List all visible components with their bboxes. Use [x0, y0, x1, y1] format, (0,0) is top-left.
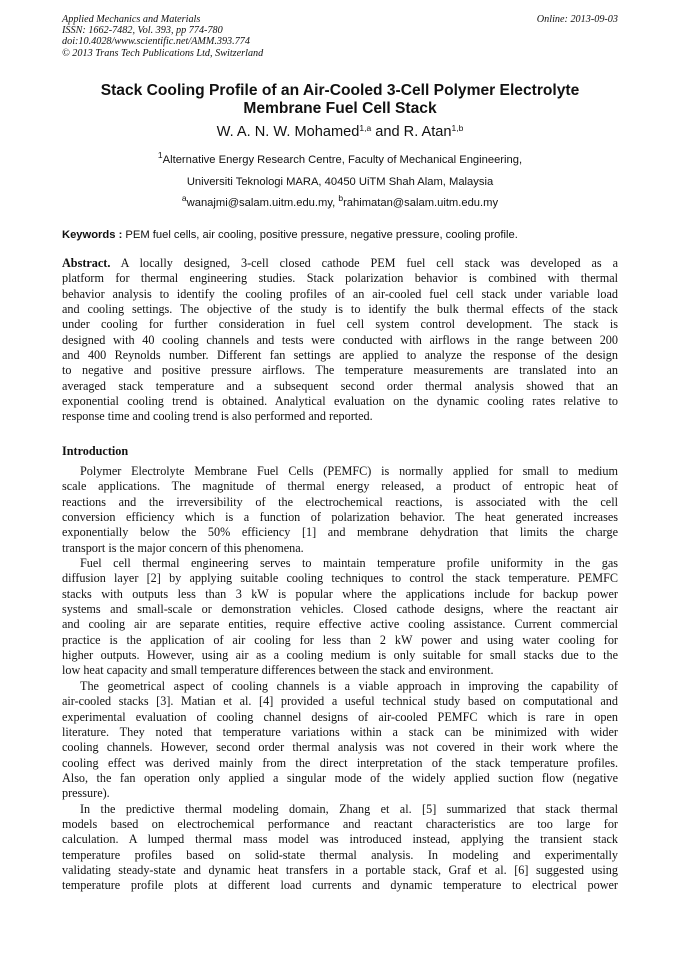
abstract-line: and 400 Reynolds number. Different fan settings are applied to analyze the response of the design — [62, 348, 618, 363]
journal-doi[interactable]: doi:10.4028/www.scientific.net/AMM.393.774 — [62, 36, 250, 48]
email-a[interactable]: wanajmi@salam.uitm.edu.my, — [186, 197, 339, 209]
abstract-line: response time and cooling trend is also performed and reported. — [62, 409, 373, 424]
intro-line: higher outputs. However, using air as a cooling medium is only suitable for small stacks due to the — [62, 648, 618, 663]
email-line — [62, 193, 618, 215]
email-b[interactable]: rahimatan@salam.uitm.edu.my — [343, 197, 499, 209]
keywords — [62, 228, 618, 242]
journal-issn: ISSN: 1662-7482, Vol. 393, pp 774-780 — [62, 25, 223, 37]
intro-line: experimental evaluation of cooling channel designs of air-cooled PEMFC which is rare in open — [62, 709, 618, 724]
intro-line: Polymer Electrolyte Membrane Fuel Cells (PEMFC) is normally applied for small to medium — [80, 464, 618, 478]
intro-line: Also, the fan operation only applied a singular mode of the widely applied suction flow (negative — [62, 770, 618, 785]
intro-line: exponentially below the 50% efficiency [1] and membrane dehydration that limits the charge — [62, 525, 618, 540]
journal-copyright: © 2013 Trans Tech Publications Ltd, Switzerland — [62, 47, 264, 59]
intro-line: and cooling air are separate entities, require effective active cooling assistance. Current commercial — [62, 617, 618, 632]
introduction-body — [62, 464, 618, 894]
intro-line: Fuel cell thermal engineering serves to maintain temperature profile uniformity in the gas — [80, 556, 618, 571]
author-1-superscript: 1,a — [359, 123, 372, 133]
intro-line: In the predictive thermal modeling domain, Zhang et al. [5] summarized that stack thermal — [80, 801, 618, 816]
intro-line: stacks with outputs less than 3 kW is popular where the applications include for backup power — [62, 586, 618, 601]
journal-header — [62, 14, 618, 59]
abstract-line: exponential cooling trend is obtained. Analytical evaluation on the dynamic cooling rates relative to — [62, 394, 618, 409]
intro-line: conversion efficiency which is a function of polarization behavior. The heat generated increases — [62, 510, 618, 525]
abstract-line: and cooling settings. The objective of the study is to identify the bulk thermal effects of the stack — [62, 302, 618, 317]
intro-line: scale applications. The magnitude of thermal energy released, a product of entropic heat of — [62, 479, 618, 494]
intro-line: reactions and the irreversibility of the electrochemical reactions, is associated with the cell — [62, 494, 618, 509]
affiliation-block — [62, 150, 618, 215]
affiliation-superscript: 1 — [157, 150, 163, 160]
intro-line: diffusion layer [2] by applying suitable cooling techniques to control the stack temperature. PEMFC — [62, 571, 618, 586]
intro-line: cooling effect was derived mainly from the direct interpretation of the stack temperature profiles. — [62, 755, 618, 770]
affiliation-text-1: Alternative Energy Research Centre, Faculty of Mechanical Engineering, — [162, 154, 523, 166]
paper-title — [62, 82, 618, 118]
abstract-line: Abstract. A locally designed, 3-cell closed cathode PEM fuel cell stack was developed as a — [62, 256, 618, 270]
author-2-superscript: 1,b — [451, 123, 464, 133]
intro-line: validating steady-state and dynamic heat transfers in a portable stack, Graf et al. [6] suggested using — [62, 862, 618, 877]
introduction-heading: Introduction — [62, 444, 129, 458]
intro-line: systems and small-scale or demonstration vehicles. Closed cathode designs, where the reactant air — [62, 602, 618, 617]
abstract-line: to negative and positive pressure airflows. The temperature measurements are translated into an — [62, 363, 618, 378]
abstract-line: under cooling for further consideration in fuel cell system control development. The stack is — [62, 317, 618, 332]
title-line-2: Membrane Fuel Cell Stack — [243, 100, 437, 117]
author-list — [62, 123, 618, 141]
intro-line: pressure). — [62, 786, 110, 801]
author-1-name: W. A. N. W. Mohamed — [216, 124, 360, 140]
intro-line: calculation. A lumped thermal mass model was introduced instead, applying the transient stack — [62, 832, 618, 847]
abstract-line: averaged stack temperature and a subsequent second order thermal analysis showed that an — [62, 378, 618, 393]
author-2-name: R. Atan — [403, 124, 452, 140]
abstract-line: designed with 40 cooling channels and tests were conducted with airflows in the range between 200 — [62, 332, 618, 347]
intro-line: literature. They noted that temperature variations within a stack can be minimized with wider — [62, 724, 618, 739]
authors-conjunction: and — [371, 124, 404, 140]
email-b-superscript: b — [338, 193, 344, 203]
online-date: Online: 2013-09-03 — [536, 14, 618, 25]
intro-line: temperature profiles based on solid-state thermal analysis. In modeling and experimentally — [62, 847, 618, 862]
affiliation-line-1 — [62, 150, 618, 172]
intro-line: models based on electrochemical performance and reactant characteristics are too large for — [62, 816, 618, 831]
affiliation-line-2: Universiti Teknologi MARA, 40450 UiTM Shah Alam, Malaysia — [186, 175, 494, 188]
abstract-label: Abstract. — [62, 256, 111, 270]
email-a-superscript: a — [181, 193, 187, 203]
abstract-line: platform for thermal engineering studies. Stack polarization behavior is combined with thermal — [62, 271, 618, 286]
intro-line: air-cooled stacks [3]. Matian et al. [4] provided a useful technical study based on computational and — [62, 694, 618, 709]
intro-line: low heat capacity and small temperature differences between the stack and environment. — [62, 663, 494, 678]
abstract — [62, 256, 618, 425]
journal-name: Applied Mechanics and Materials — [62, 14, 201, 25]
keywords-label: Keywords : — [62, 229, 123, 241]
intro-line: transport is the major concern of this phenomena. — [62, 540, 304, 555]
intro-line: practice is the application of air cooling for less than 2 kW power and using water cooling for — [62, 632, 618, 647]
intro-line: temperature profile plots at different load currents and dynamic temperature to electrical power — [62, 878, 618, 893]
intro-line: cooling channels. However, second order thermal analysis was not covered in their work where the — [62, 740, 618, 755]
keywords-text: PEM fuel cells, air cooling, positive pressure, negative pressure, cooling profile. — [122, 229, 518, 241]
abstract-line: behavior analysis to identify the cooling profiles of an air-cooled fuel cell stack under variable load — [62, 286, 618, 301]
intro-line: The geometrical aspect of cooling channels is a viable approach in improving the capability of — [80, 678, 618, 693]
title-line-1: Stack Cooling Profile of an Air-Cooled 3-Cell Polymer Electrolyte — [100, 82, 580, 99]
